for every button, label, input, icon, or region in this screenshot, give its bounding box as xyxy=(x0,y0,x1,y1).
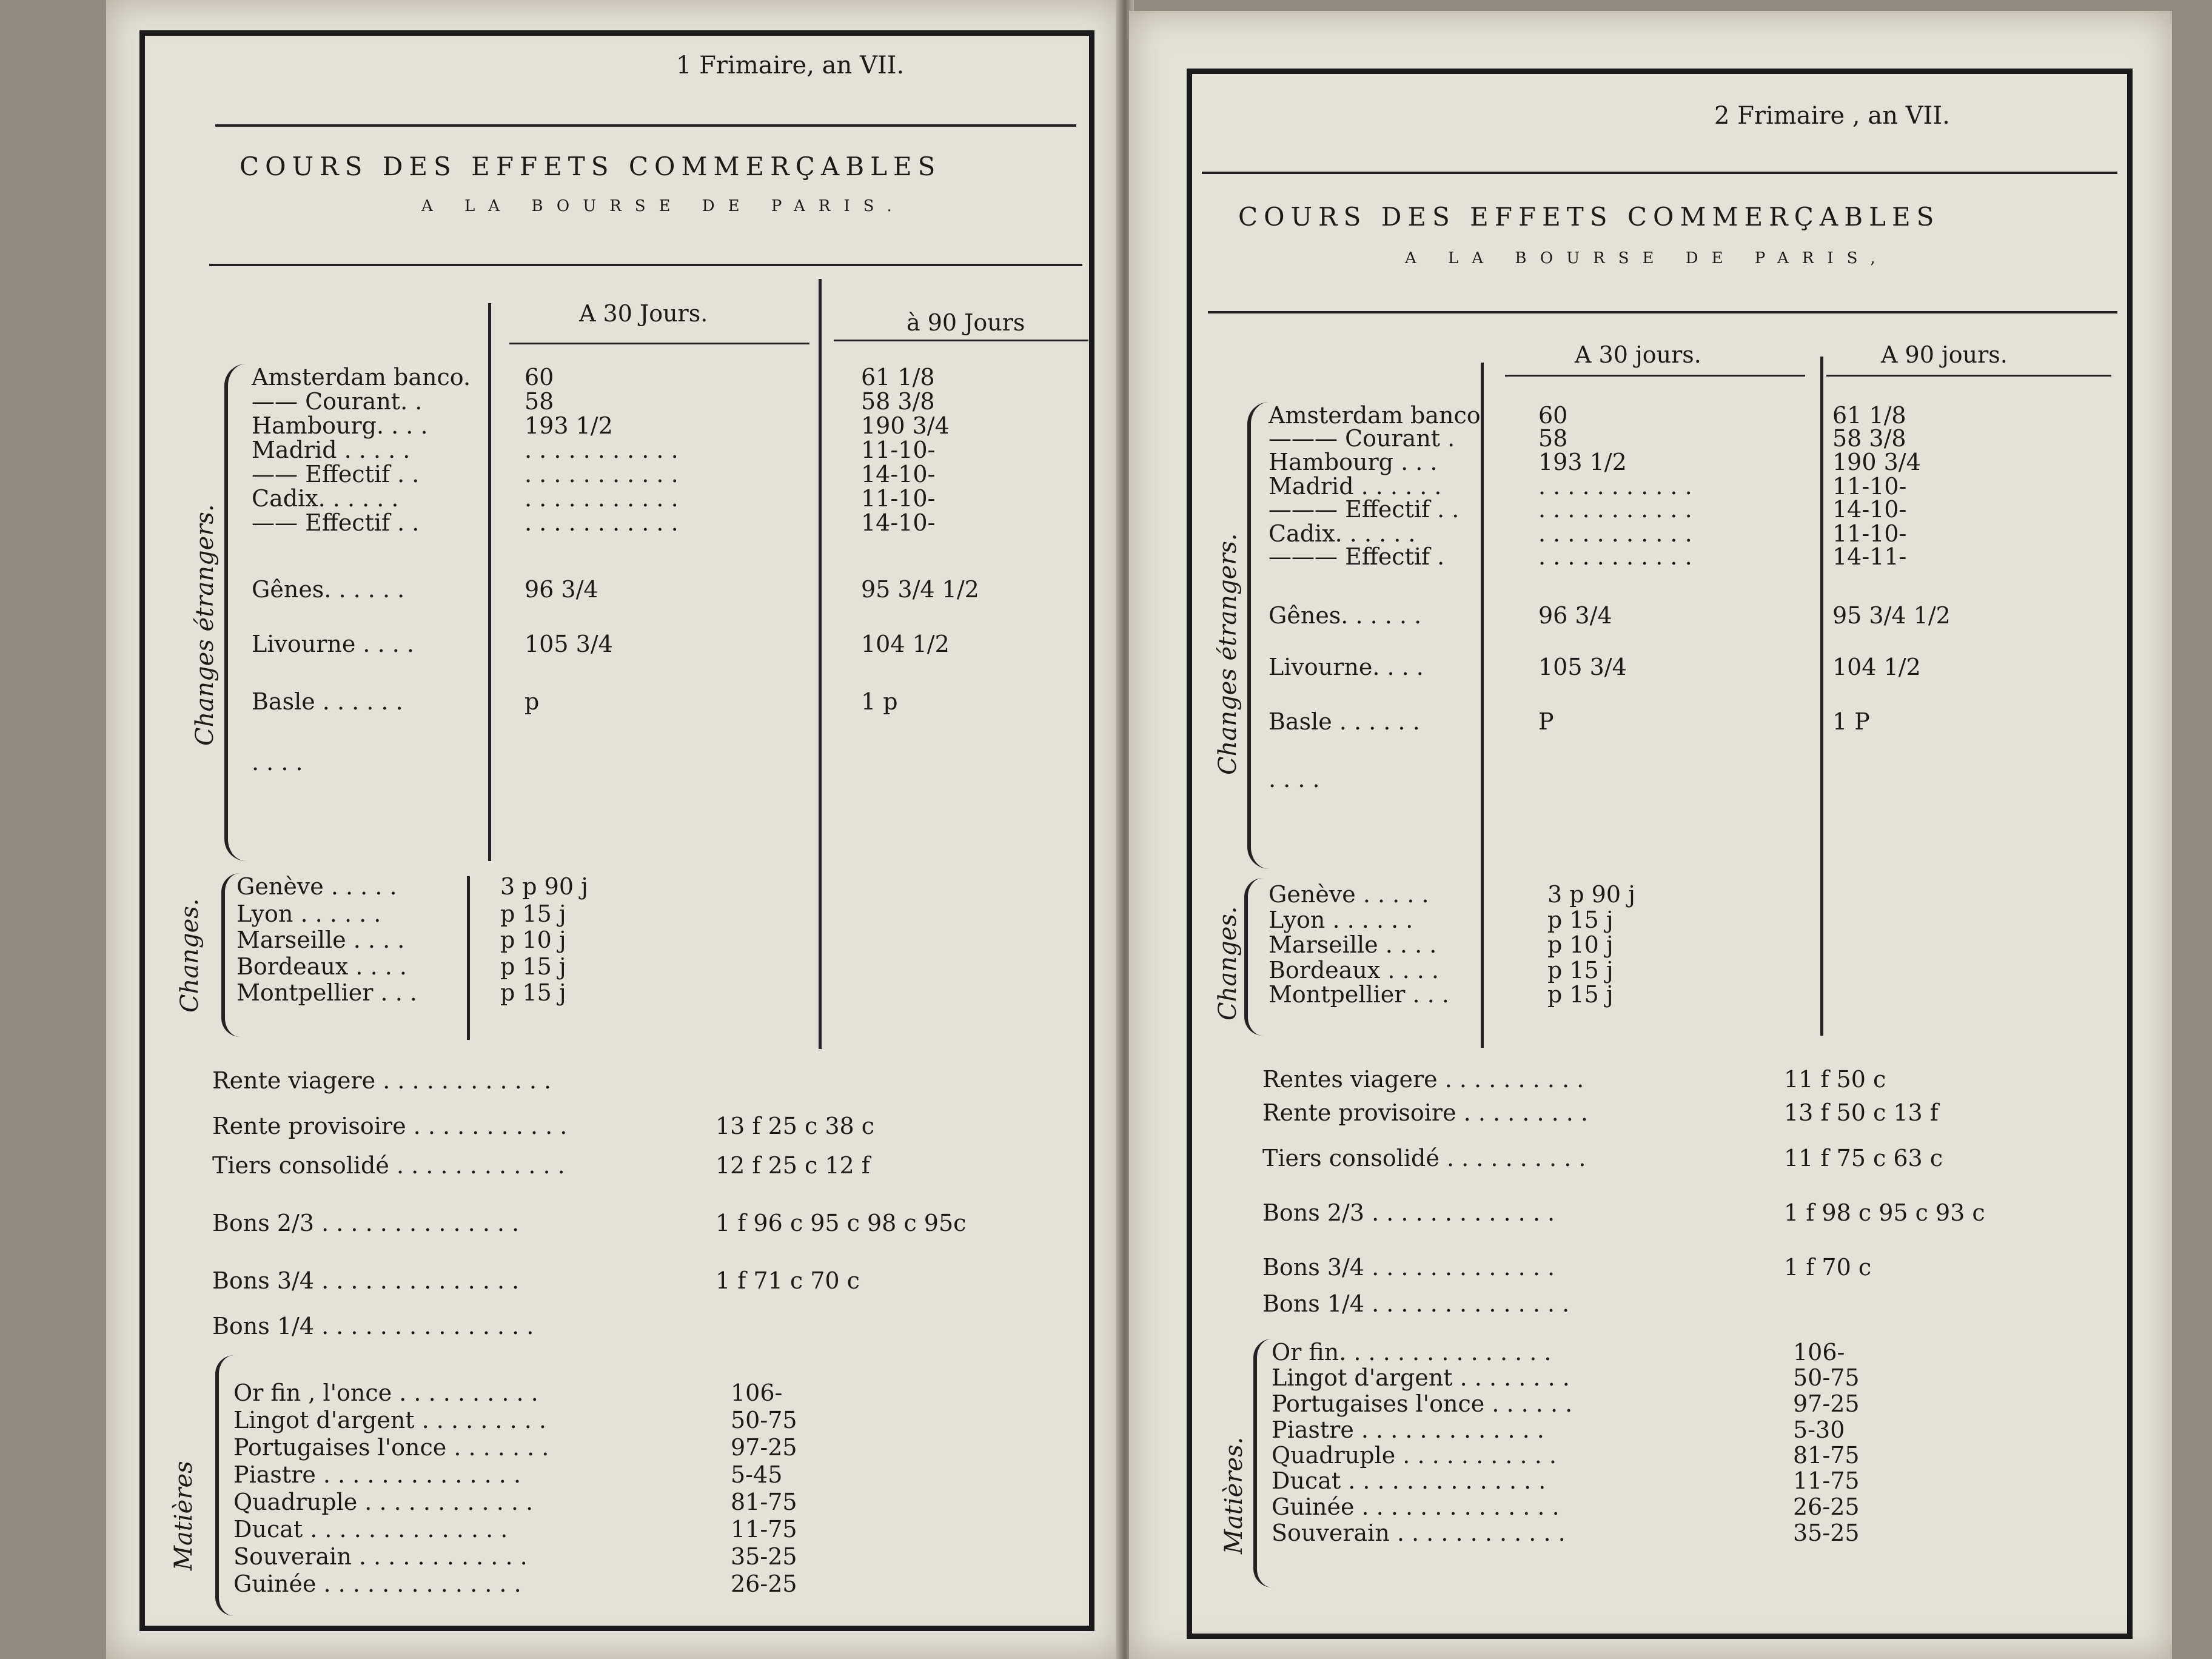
left-changes-label: Montpellier . . . xyxy=(236,979,417,1006)
right-rente-label: Bons 2/3 . . . . . . . . . . . . . xyxy=(1262,1199,1555,1226)
right-matiere-value: 35-25 xyxy=(1793,1520,1860,1546)
right-label-matieres: Matières. xyxy=(1220,1436,1248,1554)
left-subtitle: A LA BOURSE DE PARIS. xyxy=(421,197,905,215)
left-rente-label: Rente provisoire . . . . . . . . . . . xyxy=(212,1113,568,1139)
left-etrangers-30: . . . . . . . . . . . xyxy=(525,485,679,512)
left-changes-30: p 10 j xyxy=(500,927,566,953)
left-changes-label: Bordeaux . . . . xyxy=(236,953,407,980)
right-etrangers-90: 104 1/2 xyxy=(1832,654,1921,680)
left-etrangers-90: 14-10- xyxy=(861,461,936,488)
right-etrangers-label: . . . . xyxy=(1269,766,1320,793)
right-changes-label: Montpellier . . . xyxy=(1269,981,1449,1008)
right-rente-value: 11 f 50 c xyxy=(1784,1066,1886,1093)
right-etrangers-90: 61 1/8 xyxy=(1832,402,1906,429)
right-etrangers-30: 96 3/4 xyxy=(1538,602,1612,629)
right-changes-30: p 15 j xyxy=(1547,981,1614,1008)
left-etrangers-90: 11-10- xyxy=(861,437,936,463)
left-etrangers-90: 190 3/4 xyxy=(861,412,950,439)
left-rente-label: Bons 2/3 . . . . . . . . . . . . . . xyxy=(212,1210,520,1236)
right-etrangers-30: 58 xyxy=(1538,425,1568,452)
left-etrangers-90: 1 p xyxy=(861,688,898,715)
right-matiere-value: 26-25 xyxy=(1793,1493,1860,1520)
right-label-changes: Changes. xyxy=(1214,906,1242,1021)
right-divider-1 xyxy=(1481,363,1484,1048)
right-etrangers-label: Livourne. . . . xyxy=(1269,654,1424,680)
right-etrangers-90: 14-10- xyxy=(1832,496,1907,523)
right-matiere-label: Guinée . . . . . . . . . . . . . . xyxy=(1272,1493,1560,1520)
right-etrangers-90: 1 P xyxy=(1832,708,1870,735)
right-col-30: A 30 jours. xyxy=(1575,341,1701,368)
right-matiere-value: 50-75 xyxy=(1793,1364,1860,1391)
left-changes-label: Genève . . . . . xyxy=(236,873,397,900)
right-etrangers-90: 11-10- xyxy=(1832,473,1907,500)
right-etrangers-label: Madrid . . . . . . xyxy=(1269,473,1442,500)
left-date: 1 Frimaire, an VII. xyxy=(676,52,905,79)
right-etrangers-30: . . . . . . . . . . . xyxy=(1538,496,1692,523)
left-matiere-value: 35-25 xyxy=(731,1543,797,1570)
right-rente-label: Tiers consolidé . . . . . . . . . . xyxy=(1262,1145,1586,1171)
left-etrangers-30: 96 3/4 xyxy=(525,576,598,603)
right-etrangers-30: 60 xyxy=(1538,402,1568,429)
right-matiere-value: 5-30 xyxy=(1793,1416,1845,1443)
right-subtitle: A LA BOURSE DE PARIS, xyxy=(1405,249,1889,267)
left-etrangers-label: Amsterdam banco. xyxy=(252,364,471,390)
right-matiere-value: 11-75 xyxy=(1793,1467,1860,1494)
left-changes-30: p 15 j xyxy=(500,900,566,927)
left-rente-value: 1 f 71 c 70 c xyxy=(716,1267,860,1294)
left-etrangers-label: Hambourg. . . . xyxy=(252,412,428,439)
left-title: COURS DES EFFETS COMMERÇABLES xyxy=(240,152,942,181)
left-rente-value: 13 f 25 c 38 c xyxy=(716,1113,875,1139)
right-matiere-label: Or fin. . . . . . . . . . . . . . . xyxy=(1272,1339,1552,1366)
left-etrangers-label: Gênes. . . . . . xyxy=(252,576,405,603)
left-matiere-value: 11-75 xyxy=(731,1516,797,1543)
left-rente-label: Rente viagere . . . . . . . . . . . . xyxy=(212,1067,552,1094)
left-matiere-label: Ducat . . . . . . . . . . . . . . xyxy=(233,1516,508,1543)
right-etrangers-label: Hambourg . . . xyxy=(1269,449,1438,475)
right-etrangers-label: Gênes. . . . . . xyxy=(1269,602,1422,629)
left-etrangers-90: 95 3/4 1/2 xyxy=(861,576,979,603)
right-changes-30: 3 p 90 j xyxy=(1547,881,1635,908)
left-divider-2 xyxy=(819,279,822,1049)
right-rente-label: Rente provisoire . . . . . . . . . xyxy=(1262,1099,1589,1126)
right-col-30-rule xyxy=(1505,375,1805,377)
left-matiere-label: Lingot d'argent . . . . . . . . . xyxy=(233,1407,546,1433)
right-changes-30: p 15 j xyxy=(1547,907,1614,933)
right-etrangers-90: 95 3/4 1/2 xyxy=(1832,602,1951,629)
right-etrangers-label: Amsterdam banco xyxy=(1269,402,1481,429)
left-changes-30: p 15 j xyxy=(500,979,566,1006)
right-matiere-label: Lingot d'argent . . . . . . . . xyxy=(1272,1364,1570,1391)
right-brace-changes xyxy=(1244,878,1263,1036)
left-etrangers-30: 60 xyxy=(525,364,554,390)
right-page xyxy=(1129,11,2172,1659)
right-etrangers-30: P xyxy=(1538,708,1554,735)
right-etrangers-30: . . . . . . . . . . . xyxy=(1538,520,1692,547)
right-rente-value: 13 f 50 c 13 f xyxy=(1784,1099,1939,1126)
left-etrangers-30: . . . . . . . . . . . xyxy=(525,509,679,536)
left-matiere-value: 97-25 xyxy=(731,1434,797,1461)
left-col-90-rule xyxy=(834,340,1088,341)
right-col-90: A 90 jours. xyxy=(1881,341,2008,368)
left-col-90: à 90 Jours xyxy=(907,309,1025,336)
left-etrangers-30: 193 1/2 xyxy=(525,412,613,439)
right-title: COURS DES EFFETS COMMERÇABLES xyxy=(1238,202,1940,232)
left-col-30: A 30 Jours. xyxy=(579,300,708,327)
left-brace-matieres xyxy=(215,1355,234,1616)
left-page xyxy=(106,0,1122,1659)
left-etrangers-30: . . . . . . . . . . . xyxy=(525,437,679,463)
right-brace-etrangers xyxy=(1247,402,1269,869)
right-date: 2 Frimaire , an VII. xyxy=(1714,102,1950,130)
right-matiere-label: Quadruple . . . . . . . . . . . xyxy=(1272,1442,1557,1469)
right-etrangers-90: 14-11- xyxy=(1832,543,1907,570)
left-matiere-label: Portugaises l'once . . . . . . . xyxy=(233,1434,549,1461)
right-rente-label: Bons 1/4 . . . . . . . . . . . . . . xyxy=(1262,1290,1570,1317)
left-etrangers-90: 58 3/8 xyxy=(861,388,935,415)
left-etrangers-90: 11-10- xyxy=(861,485,936,512)
left-label-matieres: Matières xyxy=(170,1461,198,1570)
left-title-rule-top xyxy=(215,124,1076,127)
right-matiere-label: Ducat . . . . . . . . . . . . . . xyxy=(1272,1467,1546,1494)
right-changes-label: Marseille . . . . xyxy=(1269,931,1437,958)
right-rente-value: 1 f 98 c 95 c 93 c xyxy=(1784,1199,1985,1226)
right-etrangers-label: ——— Effectif . xyxy=(1269,543,1445,570)
left-matiere-value: 5-45 xyxy=(731,1461,783,1488)
right-etrangers-30: 105 3/4 xyxy=(1538,654,1627,680)
left-rente-label: Bons 3/4 . . . . . . . . . . . . . . xyxy=(212,1267,520,1294)
left-etrangers-90: 104 1/2 xyxy=(861,631,950,657)
left-matiere-value: 81-75 xyxy=(731,1489,797,1515)
right-rente-value: 11 f 75 c 63 c xyxy=(1784,1145,1943,1171)
left-matiere-value: 26-25 xyxy=(731,1570,797,1597)
right-etrangers-30: . . . . . . . . . . . xyxy=(1538,543,1692,570)
right-rente-value: 1 f 70 c xyxy=(1784,1254,1872,1281)
right-col-90-rule xyxy=(1826,375,2111,377)
left-rente-label: Bons 1/4 . . . . . . . . . . . . . . . xyxy=(212,1313,534,1339)
right-rente-label: Bons 3/4 . . . . . . . . . . . . . xyxy=(1262,1254,1555,1281)
left-etrangers-label: —— Effectif . . xyxy=(252,461,420,488)
right-title-rule-bottom xyxy=(1208,311,2117,313)
right-divider-2 xyxy=(1820,357,1823,1036)
left-title-rule-bottom xyxy=(209,264,1082,266)
left-changes-label: Lyon . . . . . . xyxy=(236,900,381,927)
left-etrangers-label: . . . . xyxy=(252,749,303,776)
left-etrangers-30: 105 3/4 xyxy=(525,631,613,657)
right-matiere-value: 106- xyxy=(1793,1339,1845,1366)
left-brace-etrangers xyxy=(224,364,246,861)
left-etrangers-label: —— Courant. . xyxy=(252,388,423,415)
right-etrangers-90: 58 3/8 xyxy=(1832,425,1906,452)
left-matiere-label: Or fin , l'once . . . . . . . . . . xyxy=(233,1379,538,1406)
right-etrangers-90: 190 3/4 xyxy=(1832,449,1921,475)
left-matiere-label: Piastre . . . . . . . . . . . . . . xyxy=(233,1461,521,1488)
right-changes-30: p 10 j xyxy=(1547,931,1614,958)
right-title-rule-top xyxy=(1202,172,2117,174)
right-brace-matieres xyxy=(1253,1339,1272,1587)
left-etrangers-30: . . . . . . . . . . . xyxy=(525,461,679,488)
right-changes-label: Lyon . . . . . . xyxy=(1269,907,1413,933)
right-changes-30: p 15 j xyxy=(1547,957,1614,984)
left-etrangers-30: 58 xyxy=(525,388,554,415)
right-etrangers-30: 193 1/2 xyxy=(1538,449,1627,475)
left-etrangers-30: p xyxy=(525,688,540,715)
left-rente-label: Tiers consolidé . . . . . . . . . . . . xyxy=(212,1152,565,1179)
right-label-etrangers: Changes étrangers. xyxy=(1214,533,1242,775)
right-etrangers-label: ——— Courant . xyxy=(1269,425,1455,452)
left-etrangers-label: Madrid . . . . . xyxy=(252,437,411,463)
left-matiere-label: Quadruple . . . . . . . . . . . . xyxy=(233,1489,534,1515)
left-col-30-rule xyxy=(509,343,809,344)
right-etrangers-label: Cadix. . . . . . xyxy=(1269,520,1416,547)
right-etrangers-label: ——— Effectif . . xyxy=(1269,496,1460,523)
right-matiere-value: 81-75 xyxy=(1793,1442,1860,1469)
right-matiere-label: Souverain . . . . . . . . . . . . xyxy=(1272,1520,1566,1546)
right-changes-label: Bordeaux . . . . xyxy=(1269,957,1439,984)
right-matiere-label: Portugaises l'once . . . . . . xyxy=(1272,1390,1573,1417)
left-etrangers-90: 14-10- xyxy=(861,509,936,536)
left-etrangers-label: Basle . . . . . . xyxy=(252,688,403,715)
right-etrangers-label: Basle . . . . . . xyxy=(1269,708,1420,735)
left-label-etrangers: Changes étrangers. xyxy=(191,504,219,746)
left-etrangers-90: 61 1/8 xyxy=(861,364,935,390)
left-label-changes: Changes. xyxy=(176,898,204,1013)
left-divider-1 xyxy=(488,303,491,861)
right-matiere-value: 97-25 xyxy=(1793,1390,1860,1417)
left-etrangers-label: —— Effectif . . xyxy=(252,509,420,536)
left-rente-value: 1 f 96 c 95 c 98 c 95c xyxy=(716,1210,967,1236)
left-changes-30: p 15 j xyxy=(500,953,566,980)
right-etrangers-30: . . . . . . . . . . . xyxy=(1538,473,1692,500)
left-changes-label: Marseille . . . . xyxy=(236,927,405,953)
left-matiere-label: Guinée . . . . . . . . . . . . . . xyxy=(233,1570,521,1597)
right-etrangers-90: 11-10- xyxy=(1832,520,1907,547)
left-matiere-value: 106- xyxy=(731,1379,783,1406)
right-matiere-label: Piastre . . . . . . . . . . . . . xyxy=(1272,1416,1544,1443)
left-changes-30: 3 p 90 j xyxy=(500,873,588,900)
left-matiere-value: 50-75 xyxy=(731,1407,797,1433)
left-rente-value: 12 f 25 c 12 f xyxy=(716,1152,870,1179)
left-divider-3 xyxy=(467,876,470,1040)
left-etrangers-label: Livourne . . . . xyxy=(252,631,414,657)
left-matiere-label: Souverain . . . . . . . . . . . . xyxy=(233,1543,528,1570)
left-etrangers-label: Cadix. . . . . . xyxy=(252,485,399,512)
right-changes-label: Genève . . . . . xyxy=(1269,881,1429,908)
right-rente-label: Rentes viagere . . . . . . . . . . xyxy=(1262,1066,1584,1093)
